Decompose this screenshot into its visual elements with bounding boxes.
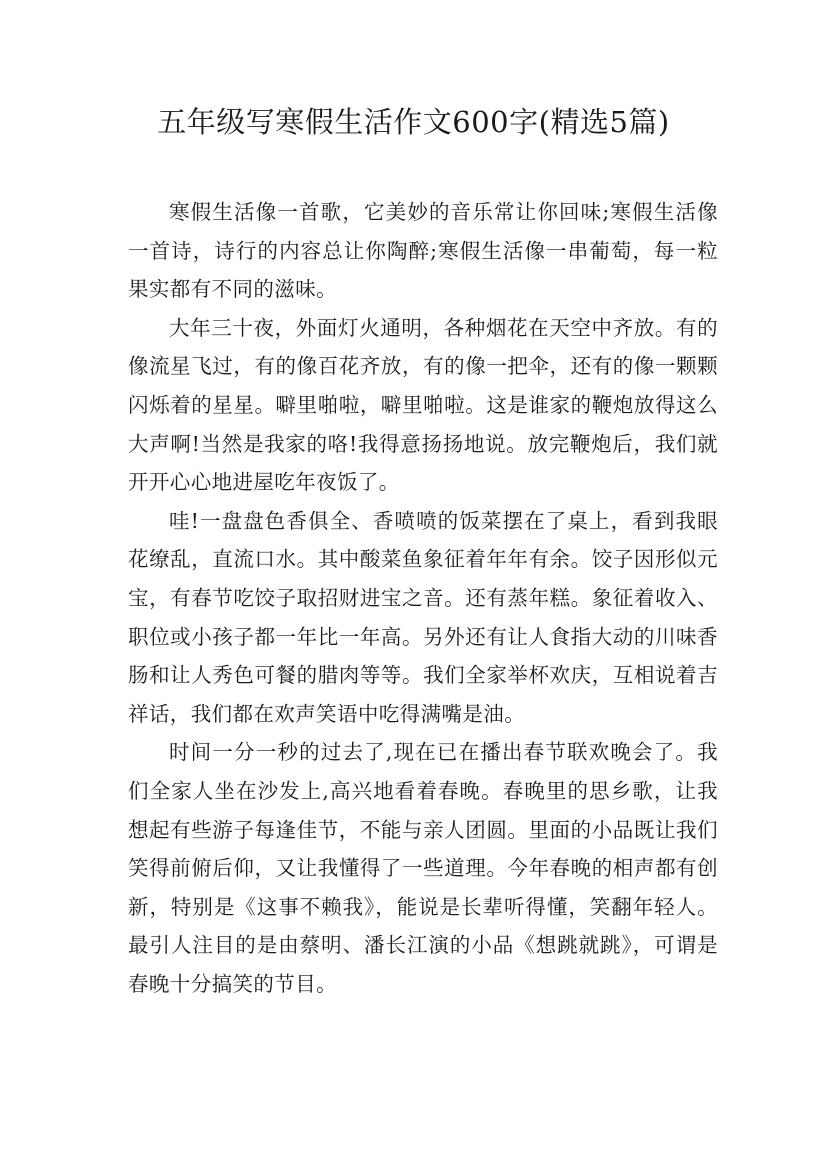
document-title: 五年级写寒假生活作文600字(精选5篇) xyxy=(157,105,670,139)
paragraph-1: 寒假生活像一首歌，它美妙的音乐常让你回味;寒假生活像一首诗，诗行的内容总让你陶醉;寒假生活像一串葡萄，每一粒果实都有不同的滋味。 xyxy=(128,200,718,302)
document-body xyxy=(128,193,718,1003)
paragraph-4: 时间一分一秒的过去了,现在已在播出春节联欢晚会了。我们全家人坐在沙发上,高兴地看着春晚。春晚里的思乡歌，让我想起有些游子每逢佳节，不能与亲人团圆。里面的小品既让我们笑得前俯后仰，又让我懂得了一些道理。今年春晚的相声都有创新，特别是《这事不赖我》，能说是长辈听得懂，笑翻年轻人。最引人注目的是由蔡明、潘长江演的小品《想跳就跳》，可谓是春晚十分搞笑的节目。 xyxy=(128,740,718,996)
paragraph-3: 哇!一盘盘色香俱全、香喷喷的饭菜摆在了桌上，看到我眼花缭乱，直流口水。其中酸菜鱼象征着年年有余。饺子因形似元宝，有春节吃饺子取招财进宝之音。还有蒸年糕。象征着收入、职位或小孩子都一年比一年高。另外还有让人食指大动的川味香肠和让人秀色可餐的腊肉等等。我们全家举杯欢庆，互相说着吉祥话，我们都在欢声笑语中吃得满嘴是油。 xyxy=(128,508,718,726)
paragraph-2: 大年三十夜，外面灯火通明，各种烟花在天空中齐放。有的像流星飞过，有的像百花齐放，有的像一把伞，还有的像一颗颗闪烁着的星星。噼里啪啦，噼里啪啦。这是谁家的鞭炮放得这么大声啊!当然是我家的咯!我得意扬扬地说。放完鞭炮后，我们就开开心心地进屋吃年夜饭了。 xyxy=(128,315,718,495)
